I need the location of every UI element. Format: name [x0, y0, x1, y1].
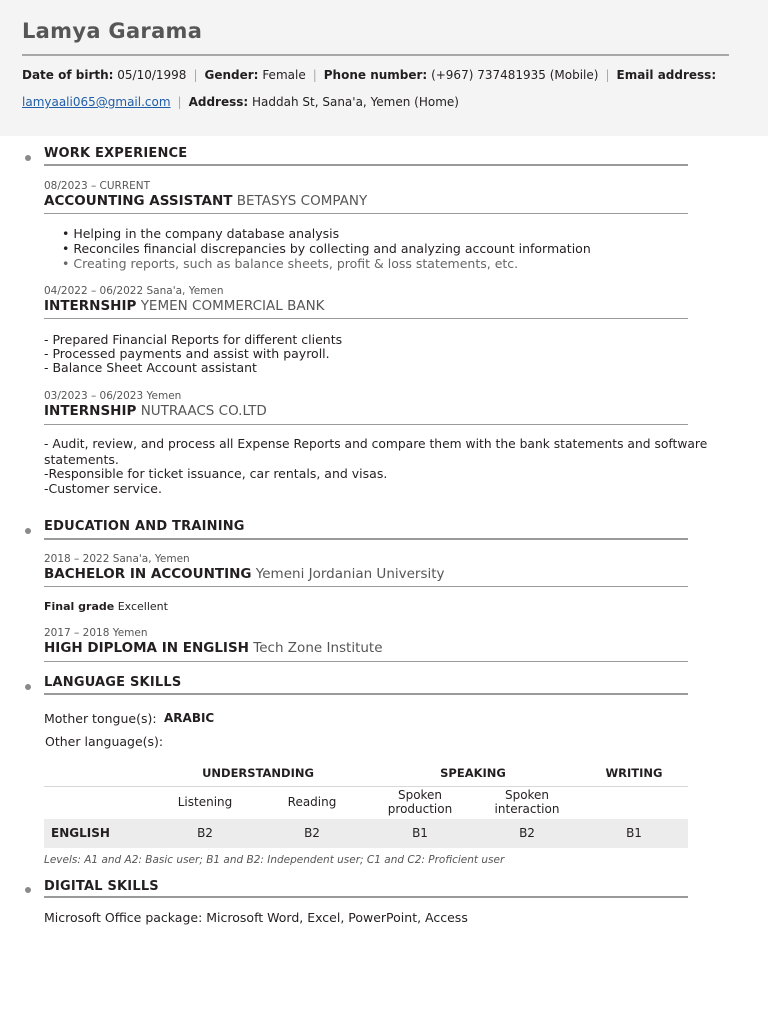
header-writing: WRITING: [605, 766, 663, 780]
level-writing: B1: [626, 826, 642, 840]
subheader-listening: Listening: [177, 795, 233, 809]
degree: HIGH DIPLOMA IN ENGLISH: [44, 640, 249, 656]
language-name: ENGLISH: [51, 826, 110, 840]
phone-label: Phone number:: [323, 68, 428, 82]
digital-skills-title: DIGITAL SKILLS: [44, 879, 159, 894]
separator: |: [312, 68, 317, 82]
school: Tech Zone Institute: [253, 640, 383, 656]
degree: BACHELOR IN ACCOUNTING: [44, 566, 252, 582]
other-languages-label: Other language(s):: [45, 734, 164, 749]
job-divider: [44, 318, 688, 319]
education-title: EDUCATION AND TRAINING: [44, 519, 245, 534]
job-role: INTERNSHIP: [44, 403, 137, 419]
level-listening: B2: [197, 826, 213, 840]
section-divider: [44, 693, 688, 695]
job-company: BETASYS COMPANY: [236, 193, 368, 209]
language-row-english: [44, 819, 688, 848]
email-link[interactable]: lamyaali065@gmail.com: [22, 95, 171, 109]
language-skills-title: LANGUAGE SKILLS: [44, 675, 182, 690]
level-spoken-production: B1: [412, 826, 428, 840]
header-speaking: SPEAKING: [440, 766, 506, 780]
school: Yemeni Jordanian University: [255, 566, 445, 582]
job-role: ACCOUNTING ASSISTANT: [44, 193, 233, 209]
dob-value: 05/10/1998: [117, 68, 187, 82]
final-grade-value: Excellent: [117, 600, 168, 613]
mother-tongue-value: ARABIC: [164, 711, 215, 725]
level-reading: B2: [304, 826, 320, 840]
job-line: • Reconciles financial discrepancies by collecting and analyzing account information: [62, 241, 591, 256]
mother-tongue-label: Mother tongue(s):: [44, 711, 157, 726]
separator: |: [177, 95, 182, 109]
section-divider: [44, 164, 688, 166]
job-date: 08/2023 – CURRENT: [44, 180, 151, 192]
section-bullet-icon: [25, 684, 31, 690]
final-grade-label: Final grade: [44, 600, 115, 613]
job-line: -Responsible for ticket issuance, car rentals, and visas.: [44, 466, 388, 481]
phone-value: (+967) 737481935 (Mobile): [431, 68, 599, 82]
education-divider: [44, 586, 688, 587]
education-date: 2018 – 2022 Sana'a, Yemen: [44, 553, 190, 565]
section-bullet-icon: [25, 887, 31, 893]
job-line: - Balance Sheet Account assistant: [44, 360, 257, 375]
subheader-reading: Reading: [287, 795, 337, 809]
email-label: Email address:: [616, 68, 717, 82]
education-divider: [44, 661, 688, 662]
candidate-name: Lamya Garama: [22, 19, 203, 43]
personal-info-line1: [22, 68, 716, 82]
job-title: [44, 403, 267, 419]
job-company: YEMEN COMMERCIAL BANK: [140, 298, 325, 314]
address-value: Haddah St, Sana'a, Yemen (Home): [252, 95, 459, 109]
job-date: 04/2022 – 06/2022 Sana'a, Yemen: [44, 285, 224, 297]
job-divider: [44, 424, 688, 425]
section-bullet-icon: [25, 528, 31, 534]
personal-info-line2: [22, 95, 459, 109]
job-title: [44, 193, 367, 209]
header-divider: [22, 54, 729, 56]
job-line: statements.: [44, 452, 119, 467]
gender-value: Female: [262, 68, 306, 82]
job-role: INTERNSHIP: [44, 298, 137, 314]
job-line: -Customer service.: [44, 481, 162, 496]
job-line: - Audit, review, and process all Expense Reports and compare them with the bank statements and software: [44, 437, 708, 451]
separator: |: [605, 68, 610, 82]
subheader-spoken-production-line1: Spoken: [397, 788, 443, 802]
job-line: - Prepared Financial Reports for different clients: [44, 332, 343, 347]
levels-note: Levels: A1 and A2: Basic user; B1 and B2: Independent user; C1 and C2: Proficient user: [44, 854, 505, 866]
job-company: NUTRAACS CO.LTD: [140, 403, 267, 419]
education-title-line: [44, 640, 383, 656]
work-experience-title: WORK EXPERIENCE: [44, 146, 188, 161]
section-divider: [44, 538, 688, 540]
job-line: • Creating reports, such as balance sheets, profit & loss statements, etc.: [62, 256, 519, 271]
subheader-spoken-production-line2: production: [387, 802, 453, 816]
job-divider: [44, 213, 688, 214]
digital-skills-text: Microsoft Office package: Microsoft Word, Excel, PowerPoint, Access: [44, 910, 468, 925]
subheader-spoken-interaction-line2: interaction: [494, 802, 560, 816]
job-date: 03/2023 – 06/2023 Yemen: [44, 390, 182, 402]
job-line: • Helping in the company database analysis: [62, 226, 340, 241]
table-divider: [44, 786, 688, 787]
job-line: - Processed payments and assist with payroll.: [44, 346, 330, 361]
job-title: [44, 298, 325, 314]
header-understanding: UNDERSTANDING: [202, 766, 314, 780]
education-title-line: [44, 566, 445, 582]
dob-label: Date of birth:: [22, 68, 114, 82]
education-date: 2017 – 2018 Yemen: [44, 627, 148, 639]
section-divider: [44, 896, 688, 898]
subheader-spoken-interaction-line1: Spoken: [504, 788, 550, 802]
separator: |: [193, 68, 198, 82]
final-grade: [44, 600, 168, 613]
gender-label: Gender:: [204, 68, 259, 82]
address-label: Address:: [188, 95, 249, 109]
level-spoken-interaction: B2: [519, 826, 535, 840]
section-bullet-icon: [25, 155, 31, 161]
